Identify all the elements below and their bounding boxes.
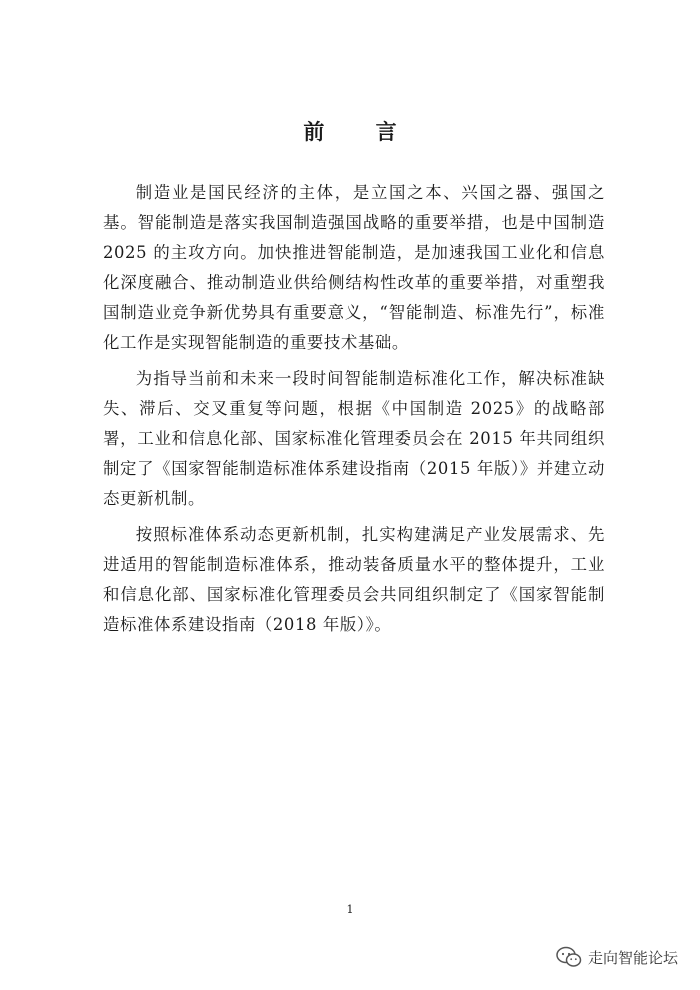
wechat-icon (556, 946, 582, 968)
page-title: 前 言 (303, 120, 419, 144)
watermark (556, 946, 678, 968)
watermark-text: 走向智能论坛 (587, 948, 678, 967)
page-number: 1 (346, 903, 354, 916)
paragraph-2: 为指导当前和未来一段时间智能制造标准化工作，解决标准缺失、滞后、交叉重复等问题，根据《中国制造 2025》的战略部署，工业和信息化部、国家标准化管理委员会在 2015 年共同组织制定了《国家智能制造标准体系建设指南（2015 年版）》并建立动态更新机制。 (103, 369, 605, 508)
paragraph-1: 制造业是国民经济的主体，是立国之本、兴国之器、强国之基。智能制造是落实我国制造强国战略的重要举措，也是中国制造 2025 的主攻方向。加快推进智能制造，是加速我国工业化和信息化深度融合、推动制造业供给侧结构性改革的重要举措，对重塑我国制造业竞争新优势具有重要意义，“智能制造、标准先行”，标准化工作是实现智能制造的重要技术基础。 (103, 183, 605, 352)
body-text (103, 178, 605, 646)
paragraph-3: 按照标准体系动态更新机制，扎实构建满足产业发展需求、先进适用的智能制造标准体系，推动装备质量水平的整体提升，工业和信息化部、国家标准化管理委员会共同组织制定了《国家智能制造标准体系建设指南（2018 年版）》。 (103, 525, 605, 634)
